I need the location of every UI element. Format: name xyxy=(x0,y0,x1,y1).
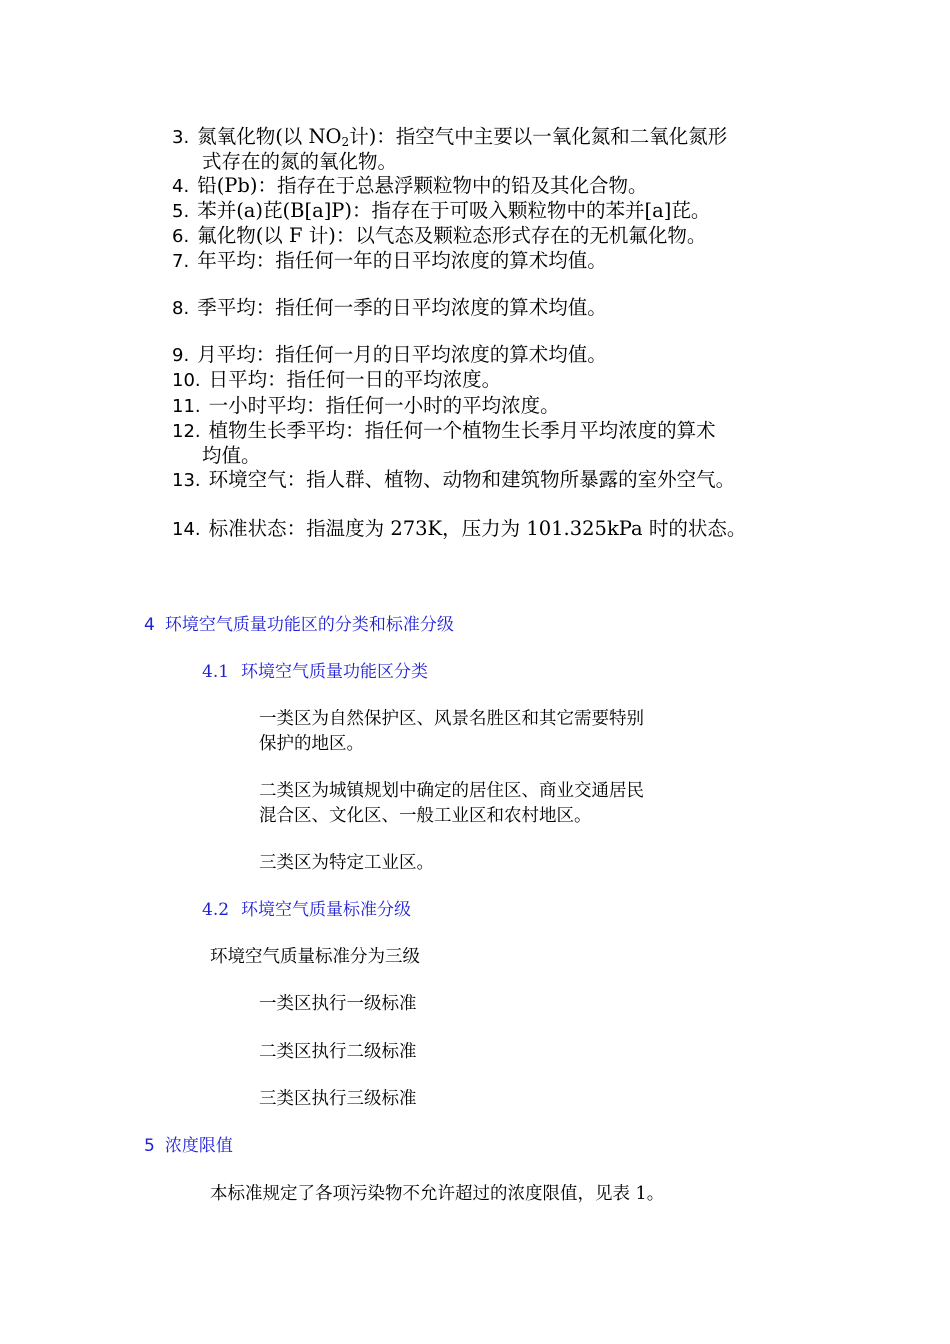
definition-item xyxy=(172,468,832,493)
item-text: 标准状态：指温度为 273K，压力为 101.325kPa 时的状态。 xyxy=(208,517,747,540)
definitions-list xyxy=(0,0,950,560)
subsection-number: 4.2 xyxy=(202,900,230,920)
section-5-heading xyxy=(144,1135,233,1157)
definition-item xyxy=(172,343,832,368)
item-text: 环境空气：指人群、植物、动物和建筑物所暴露的室外空气。 xyxy=(208,468,736,491)
subscript: 2 xyxy=(341,135,350,149)
standard-grades-intro: 环境空气质量标准分为三级 xyxy=(210,947,420,967)
section-4-1-heading xyxy=(202,661,428,683)
item-number: 10. xyxy=(172,370,201,391)
item-number: 3. xyxy=(172,127,190,148)
definition-item xyxy=(172,394,832,419)
definition-item xyxy=(172,174,832,199)
item-text: 苯并(a)芘(B[a]P)：指存在于可吸入颗粒物中的苯并[a]芘。 xyxy=(197,199,711,222)
paragraph-line: 一类区为自然保护区、风景名胜区和其它需要特别 xyxy=(259,709,644,729)
item-text: 氮氧化物(以 NO xyxy=(197,125,342,148)
item-number: 9. xyxy=(172,345,190,366)
section-4-2-heading xyxy=(202,899,411,921)
item-text: 日平均：指任何一日的平均浓度。 xyxy=(208,368,502,391)
item-number: 5. xyxy=(172,201,190,222)
item-number: 6. xyxy=(172,226,190,247)
grade-item: 一类区执行一级标准 xyxy=(259,994,417,1014)
definition-item xyxy=(172,125,832,174)
paragraph-line: 三类区为特定工业区。 xyxy=(259,853,434,873)
subsection-number: 4.1 xyxy=(202,662,230,682)
item-text: 月平均：指任何一月的日平均浓度的算术均值。 xyxy=(197,343,607,366)
section-4-heading xyxy=(144,614,454,636)
item-number: 12. xyxy=(172,421,201,442)
paragraph-line: 混合区、文化区、一般工业区和农村地区。 xyxy=(259,806,592,826)
zone-class-2-paragraph xyxy=(259,779,699,829)
section-title: 浓度限值 xyxy=(164,1136,233,1156)
zone-class-1-paragraph xyxy=(259,707,699,757)
item-number: 11. xyxy=(172,396,201,417)
item-number: 14. xyxy=(172,519,201,540)
subsection-title: 环境空气质量标准分级 xyxy=(241,900,412,920)
definition-item xyxy=(172,199,832,224)
paragraph-line: 二类区为城镇规划中确定的居住区、商业交通居民 xyxy=(259,781,644,801)
paragraph-line: 保护的地区。 xyxy=(259,734,364,754)
definition-item xyxy=(172,296,832,321)
item-text: 计)：指空气中主要以一氧化氮和二氧化氮形 xyxy=(349,125,728,148)
concentration-limits-text: 本标准规定了各项污染物不允许超过的浓度限值，见表 1。 xyxy=(210,1184,665,1204)
item-text: 铅(Pb)：指存在于总悬浮颗粒物中的铅及其化合物。 xyxy=(197,174,648,197)
grade-item: 二类区执行二级标准 xyxy=(259,1042,417,1062)
item-text: 一小时平均：指任何一小时的平均浓度。 xyxy=(208,394,560,417)
item-number: 8. xyxy=(172,298,190,319)
definition-item xyxy=(172,249,832,274)
definition-item xyxy=(172,517,832,542)
item-text: 氟化物(以 F 计)：以气态及颗粒态形式存在的无机氟化物。 xyxy=(197,224,707,247)
zone-class-3-paragraph xyxy=(259,851,699,876)
item-text: 季平均：指任何一季的日平均浓度的算术均值。 xyxy=(197,296,607,319)
item-continuation: 均值。 xyxy=(202,444,261,467)
definition-item xyxy=(172,419,832,468)
item-text: 植物生长季平均：指任何一个植物生长季月平均浓度的算术 xyxy=(208,419,716,442)
section-number: 5 xyxy=(144,1136,155,1156)
section-number: 4 xyxy=(144,615,155,635)
grade-item: 三类区执行三级标准 xyxy=(259,1089,417,1109)
definition-item xyxy=(172,368,832,393)
item-number: 7. xyxy=(172,251,190,272)
item-number: 13. xyxy=(172,470,201,491)
item-number: 4. xyxy=(172,176,190,197)
item-continuation: 式存在的氮的氧化物。 xyxy=(202,150,398,173)
definition-item xyxy=(172,224,832,249)
section-title: 环境空气质量功能区的分类和标准分级 xyxy=(164,615,454,635)
subsection-title: 环境空气质量功能区分类 xyxy=(241,662,429,682)
item-text: 年平均：指任何一年的日平均浓度的算术均值。 xyxy=(197,249,607,272)
